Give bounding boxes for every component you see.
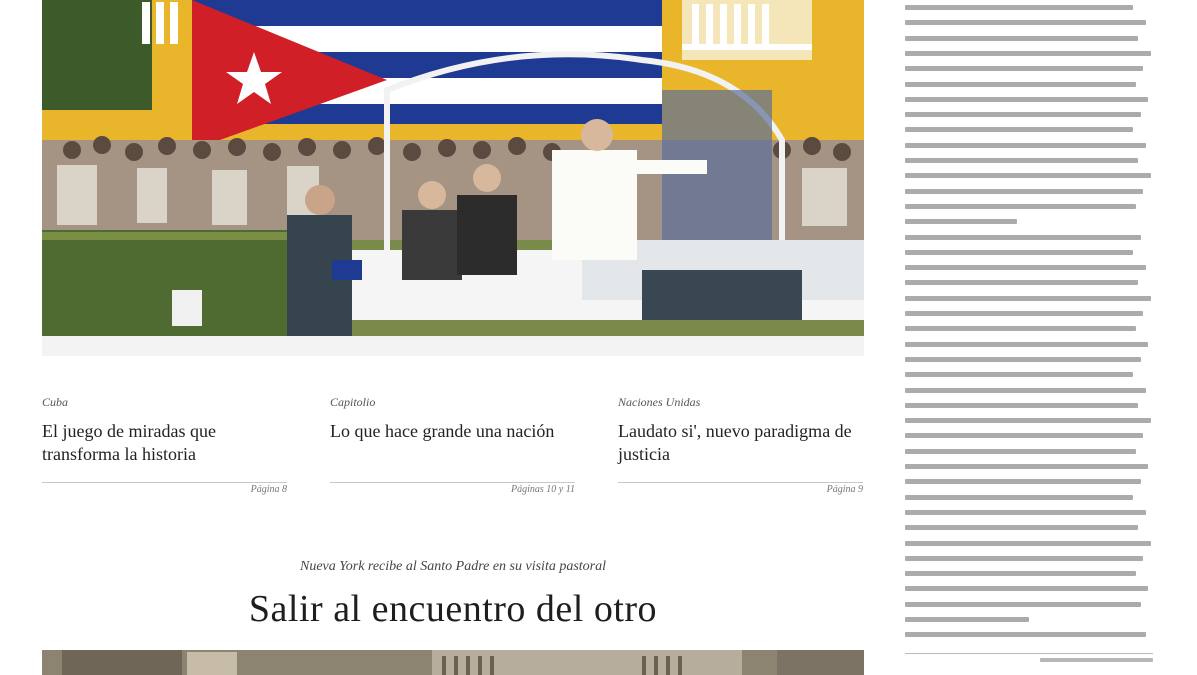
body-text-line: [905, 219, 1017, 224]
teaser-title[interactable]: El juego de miradas que transforma la historia: [42, 421, 216, 464]
body-text-line: [905, 464, 1148, 469]
column-continuation-ref: [1040, 658, 1153, 662]
body-text-line: [905, 280, 1138, 285]
body-text-line: [905, 556, 1143, 561]
body-text-line: [905, 602, 1141, 607]
body-text-line: [905, 51, 1151, 56]
body-text-line: [905, 433, 1143, 438]
bottom-photo: [42, 650, 864, 675]
body-text-line: [905, 97, 1148, 102]
teaser-page-ref: Página 8: [250, 484, 287, 495]
body-text-line: [905, 571, 1136, 576]
teaser-capitolio[interactable]: [330, 388, 575, 500]
body-text-line: [905, 479, 1141, 484]
body-text-line: [905, 586, 1148, 591]
body-text-line: [905, 311, 1143, 316]
teaser-category: Cuba: [42, 395, 69, 409]
body-text-line: [905, 342, 1148, 347]
body-text-line: [905, 235, 1141, 240]
article-kicker: Nueva York recibe al Santo Padre en su visita pastoral: [299, 559, 607, 574]
body-text-line: [905, 510, 1146, 515]
body-text-line: [905, 541, 1151, 546]
body-text-line: [905, 525, 1138, 530]
body-text-line: [905, 632, 1146, 637]
teaser-page-ref: Páginas 10 y 11: [511, 484, 575, 495]
body-text-line: [905, 403, 1138, 408]
body-text-line: [905, 189, 1143, 194]
teaser-title[interactable]: Laudato si', nuevo paradigma de justicia: [618, 421, 852, 464]
teaser-page-ref: Página 9: [826, 484, 863, 495]
teaser-cuba[interactable]: [42, 388, 287, 500]
teaser-category: Naciones Unidas: [618, 395, 701, 409]
teaser-divider: [42, 482, 287, 483]
body-text-line: [905, 36, 1138, 41]
body-text-line: [905, 495, 1133, 500]
body-text-line: [905, 265, 1146, 270]
body-text-line: [905, 388, 1146, 393]
body-text-line: [905, 127, 1133, 132]
body-text-line: [905, 82, 1136, 87]
right-text-column: [905, 0, 1153, 675]
body-text-line: [905, 143, 1146, 148]
photo-caption-strip: [42, 336, 864, 356]
body-text-line: [905, 158, 1138, 163]
teaser-divider: [330, 482, 575, 483]
body-text-line: [905, 326, 1136, 331]
teaser-divider: [618, 482, 863, 483]
body-text-line: [905, 250, 1133, 255]
body-text-line: [905, 204, 1136, 209]
body-text-line: [905, 418, 1151, 423]
main-photo: [42, 0, 864, 336]
body-text-line: [905, 372, 1133, 377]
body-text-line: [905, 112, 1141, 117]
body-text-line: [905, 20, 1146, 25]
body-text-line: [905, 449, 1136, 454]
body-text-line: [905, 66, 1143, 71]
teaser-title[interactable]: Lo que hace grande una nación: [330, 421, 555, 441]
body-text-line: [905, 357, 1141, 362]
body-text-line: [905, 5, 1133, 10]
article-headline[interactable]: Salir al encuentro del otro: [248, 588, 658, 630]
body-text-line: [905, 617, 1029, 622]
body-text-line: [905, 173, 1151, 178]
teaser-category: Capitolio: [330, 395, 376, 409]
teaser-naciones-unidas[interactable]: [618, 388, 863, 500]
column-divider: [905, 653, 1153, 654]
body-text-line: [905, 296, 1151, 301]
